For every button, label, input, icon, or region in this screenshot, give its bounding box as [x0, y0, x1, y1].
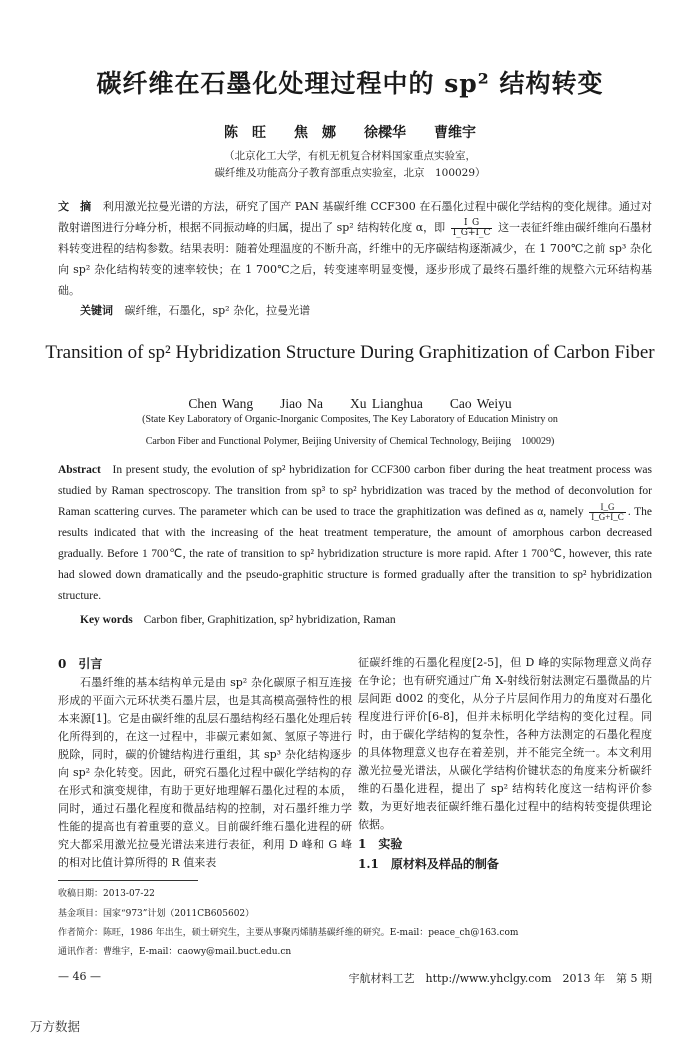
chinese-title: 碳纤维在石墨化处理过程中的 sp² 结构转变 — [96, 69, 604, 98]
database-watermark: 万方数据 — [30, 1019, 81, 1034]
english-abstract-text-part1: In present study, the evolution of sp² hybridization for CCF300 carbon fiber during the heat treatment process was studied by Raman spectroscopy. The transition from sp³ to sp² hybridization was traced by the method of deconvolution for Raman scattering curves. The parameter which can be used to trace the graphitization was defined as α, namely — [58, 464, 653, 518]
introduction-continued-paragraph: 征碳纤维的石墨化程度[2-5]，但 D 峰的实际物理意义尚存在争论；也有研究通过广角 X-射线衍射法测定石墨微晶的片层间距 d002 的变化，从分子片层间作用力的角度对石墨化程度进行评价[6-8]，但并未标明化学结构的变化过程。同时，由于碳化学结构的复杂性，各种方法测定的石墨化程度的具体物理意义也存在着差别，并不能完全统一。本文利用激光拉曼光谱法，从碳化学结构价键状态的角度来分析碳纤维的石墨化进程，提出了 sp² 结构转化度这一结构评价参数，为更好地表征碳纤维石墨化过程中的结构转变提供理论依据。 — [358, 656, 652, 831]
english-affiliation-line-1: (State Key Laboratory of Organic-Inorganic Composites, The Key Laboratory of Education Ministry on — [142, 414, 558, 425]
footnote-author-bio: 作者简介：陈旺，1986 年出生，硕士研究生，主要从事聚丙烯腈基碳纤维的研究。E-mail：peace_ch@163.com — [58, 928, 519, 938]
english-title: Transition of sp² Hybridization Structure During Graphitization of Carbon Fiber — [45, 342, 655, 363]
journal-footer: 宇航材料工艺 http://www.yhclgy.com 2013 年 第 5 期 — [348, 972, 652, 985]
footnote-rule — [58, 880, 198, 881]
english-abstract-label: Abstract — [58, 464, 101, 476]
english-authors: Chen Wang Jiao Na Xu Lianghua Cao Weiyu — [188, 396, 512, 411]
english-keywords — [80, 614, 650, 626]
chinese-abstract-text-part1: 利用激光拉曼光谱的方法，研究了国产 PAN 基碳纤维 CCF300 在石墨化过程中碳化学结构的变化规律。通过对散射谱图进行分峰分析，根据不同振动峰的归属，提出了 sp² 结构转化度 α，即 — [58, 200, 653, 234]
section-1-heading: 1 实验 — [358, 837, 403, 851]
english-formula — [589, 503, 626, 522]
english-keywords-label: Key words — [80, 614, 133, 626]
english-affiliation-line-2: Carbon Fiber and Functional Polymer, Beijing University of Chemical Technology, Beijing 100029) — [145, 436, 555, 447]
chinese-keywords-label: 关键词 — [80, 304, 113, 317]
chinese-affiliation-line-1: （北京化工大学，有机无机复合材料国家重点实验室， — [224, 150, 476, 162]
section-0-heading: 0 引言 — [58, 657, 103, 671]
body-right-column — [358, 654, 652, 874]
footnote-corresponding-author: 通讯作者：曹维宇，E-mail：caowy@mail.buct.edu.cn — [58, 947, 292, 957]
page-number: — 46 — — [58, 970, 101, 983]
chinese-abstract-text-part2: 这一表征纤维由碳纤维向石墨材料转变进程的结构参数。结果表明：随着处理温度的不断升高，纤维中的无序碳结构逐渐减少，在 1 700℃之前 sp³ 杂化向 sp² 杂化结构转变的速率较快；在 1 700℃之后，转变速率明显变慢，逐步形成了最终石墨纤维的规整六元环结构基础。 — [58, 221, 653, 297]
footnote-fund: 基金项目：国家“973”计划（2011CB605602） — [58, 909, 255, 919]
chinese-authors: 陈 旺 焦 娜 徐樑华 曹维宇 — [224, 125, 476, 141]
body-left-column — [58, 654, 352, 872]
formula-denominator: I_G+I_C — [452, 227, 491, 238]
english-abstract — [58, 460, 652, 607]
chinese-keywords-text: 碳纤维，石墨化，sp² 杂化，拉曼光谱 — [124, 304, 311, 317]
sp2-conversion-formula — [451, 219, 493, 238]
english-formula-numerator: I_G — [589, 503, 626, 513]
footnote-received-date: 收稿日期：2013-07-22 — [58, 889, 155, 899]
chinese-affiliation-line-2: 碳纤维及功能高分子教育部重点实验室，北京 100029） — [214, 167, 486, 179]
section-1-1-heading: 1.1 原材料及样品的制备 — [358, 857, 499, 871]
english-keywords-text: Carbon fiber, Graphitization, sp² hybridization, Raman — [143, 614, 396, 626]
chinese-keywords — [80, 302, 640, 318]
formula-numerator: I_G — [451, 219, 493, 229]
english-formula-denominator: I_G+I_C — [591, 511, 624, 522]
chinese-abstract — [58, 196, 652, 301]
english-abstract-text-part2: . The results indicated that with the increasing of the heat treatment temperature, the amount of amorphous carbon decreased gradually. Before 1 700℃, the rate of transition to sp² hybridization structure is more rapid. After 1 700℃, however, this rate had slowed down dramatically and the pseudo-graphitic structure is formed gradually after the transition to sp² hybridization structure. — [58, 506, 652, 602]
chinese-abstract-label: 文 摘 — [58, 200, 92, 213]
introduction-paragraph: 石墨纤维的基本结构单元是由 sp² 杂化碳原子相互连接形成的平面六元环状类石墨片层，也是其高模高强特性的根本来源[1]。它是由碳纤维的乱层石墨结构经石墨化处理后转化所得到的，在这一过程中，非碳元素如氮、氢原子等进行脱除，同时，碳的价键结构进行重组，其 sp³ 杂化结构逐步向 sp² 杂化转变。因此，研究石墨化过程中碳化学结构的存在形式和演变规律，有助于更好地理解石墨化过程的本质，同时，通过石墨化程度和微晶结构的控制，对石墨纤维力学性能的提高也有着重要的意义。目前碳纤维石墨化进程的研究大都采用激光拉曼光谱法来进行表征，利用 D 峰和 G 峰的相对比值计算所得的 R 值来表 — [58, 676, 352, 869]
